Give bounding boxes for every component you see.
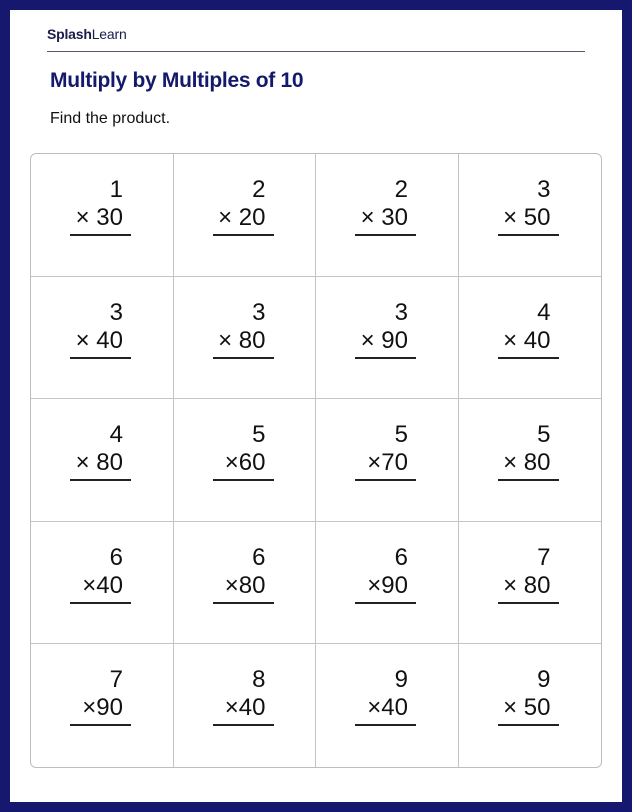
multiplier: × 80 bbox=[70, 449, 131, 481]
logo-light-text: Learn bbox=[91, 26, 127, 42]
multiplicand: 4 bbox=[537, 298, 551, 326]
multiplier: × 40 bbox=[70, 327, 131, 359]
header-divider bbox=[47, 51, 585, 52]
multiplication-problem bbox=[70, 176, 131, 236]
multiplicand: 6 bbox=[252, 543, 266, 571]
multiplicand: 2 bbox=[252, 176, 266, 203]
multiplication-problem bbox=[213, 176, 274, 236]
problem-cell[interactable] bbox=[31, 154, 174, 277]
multiplication-problem bbox=[70, 544, 131, 604]
problem-cell[interactable] bbox=[174, 522, 317, 645]
multiplier: ×90 bbox=[355, 572, 416, 604]
problem-cell[interactable] bbox=[316, 277, 459, 400]
multiplication-problem bbox=[498, 299, 559, 359]
multiplicand: 3 bbox=[109, 298, 123, 326]
problem-cell[interactable] bbox=[459, 522, 602, 645]
multiplier: × 80 bbox=[213, 327, 274, 359]
multiplication-problem bbox=[498, 176, 559, 236]
multiplicand: 3 bbox=[394, 298, 408, 326]
problem-cell[interactable] bbox=[316, 399, 459, 522]
multiplicand: 6 bbox=[394, 543, 408, 571]
multiplicand: 3 bbox=[537, 176, 551, 203]
instruction-text: Find the product. bbox=[50, 110, 171, 127]
problem-cell[interactable] bbox=[459, 399, 602, 522]
multiplication-problem bbox=[498, 421, 559, 481]
multiplication-problem bbox=[355, 544, 416, 604]
problem-cell[interactable] bbox=[316, 522, 459, 645]
multiplicand: 4 bbox=[109, 421, 123, 449]
multiplication-problem bbox=[498, 666, 559, 726]
multiplier: ×90 bbox=[70, 694, 131, 726]
problem-cell[interactable] bbox=[459, 154, 602, 277]
multiplier: ×60 bbox=[213, 449, 274, 481]
multiplication-problem bbox=[498, 544, 559, 604]
multiplication-problem bbox=[70, 299, 131, 359]
multiplication-problem bbox=[213, 666, 274, 726]
multiplication-problem bbox=[213, 421, 274, 481]
multiplication-problem bbox=[70, 421, 131, 481]
multiplicand: 7 bbox=[109, 666, 123, 694]
splashlearn-logo bbox=[47, 26, 127, 42]
problem-cell[interactable] bbox=[31, 644, 174, 767]
multiplier: ×80 bbox=[213, 572, 274, 604]
multiplication-problem bbox=[355, 421, 416, 481]
multiplier: × 30 bbox=[355, 204, 416, 236]
problem-cell[interactable] bbox=[459, 644, 602, 767]
problem-cell[interactable] bbox=[459, 277, 602, 400]
multiplier: ×40 bbox=[70, 572, 131, 604]
multiplier: × 30 bbox=[70, 204, 131, 236]
multiplication-problem bbox=[355, 176, 416, 236]
multiplicand: 5 bbox=[394, 421, 408, 449]
multiplicand: 9 bbox=[394, 666, 408, 694]
problem-cell[interactable] bbox=[174, 644, 317, 767]
problem-cell[interactable] bbox=[31, 277, 174, 400]
multiplicand: 5 bbox=[252, 421, 266, 449]
multiplication-problem bbox=[70, 666, 131, 726]
multiplier: ×40 bbox=[213, 694, 274, 726]
multiplicand: 2 bbox=[394, 176, 408, 203]
multiplier: × 50 bbox=[498, 694, 559, 726]
worksheet-title: Multiply by Multiples of 10 bbox=[50, 69, 304, 92]
problem-cell[interactable] bbox=[174, 399, 317, 522]
multiplier: × 90 bbox=[355, 327, 416, 359]
multiplier: × 20 bbox=[213, 204, 274, 236]
multiplier: × 80 bbox=[498, 449, 559, 481]
problem-cell[interactable] bbox=[31, 522, 174, 645]
multiplicand: 9 bbox=[537, 666, 551, 694]
problem-grid bbox=[30, 153, 602, 768]
multiplicand: 8 bbox=[252, 666, 266, 694]
multiplier: × 80 bbox=[498, 572, 559, 604]
problem-cell[interactable] bbox=[31, 399, 174, 522]
multiplicand: 5 bbox=[537, 421, 551, 449]
multiplicand: 3 bbox=[252, 298, 266, 326]
problem-cell[interactable] bbox=[174, 277, 317, 400]
problem-cell[interactable] bbox=[316, 154, 459, 277]
multiplicand: 1 bbox=[109, 176, 123, 203]
multiplication-problem bbox=[213, 299, 274, 359]
multiplicand: 7 bbox=[537, 543, 551, 571]
problem-cell[interactable] bbox=[174, 154, 317, 277]
multiplication-problem bbox=[355, 666, 416, 726]
logo-bold-text: Splash bbox=[47, 26, 92, 42]
multiplication-problem bbox=[355, 299, 416, 359]
multiplication-problem bbox=[213, 544, 274, 604]
multiplier: × 50 bbox=[498, 204, 559, 236]
worksheet-page bbox=[10, 10, 622, 802]
multiplicand: 6 bbox=[109, 543, 123, 571]
multiplier: ×70 bbox=[355, 449, 416, 481]
problem-cell[interactable] bbox=[316, 644, 459, 767]
multiplier: × 40 bbox=[498, 327, 559, 359]
multiplier: ×40 bbox=[355, 694, 416, 726]
